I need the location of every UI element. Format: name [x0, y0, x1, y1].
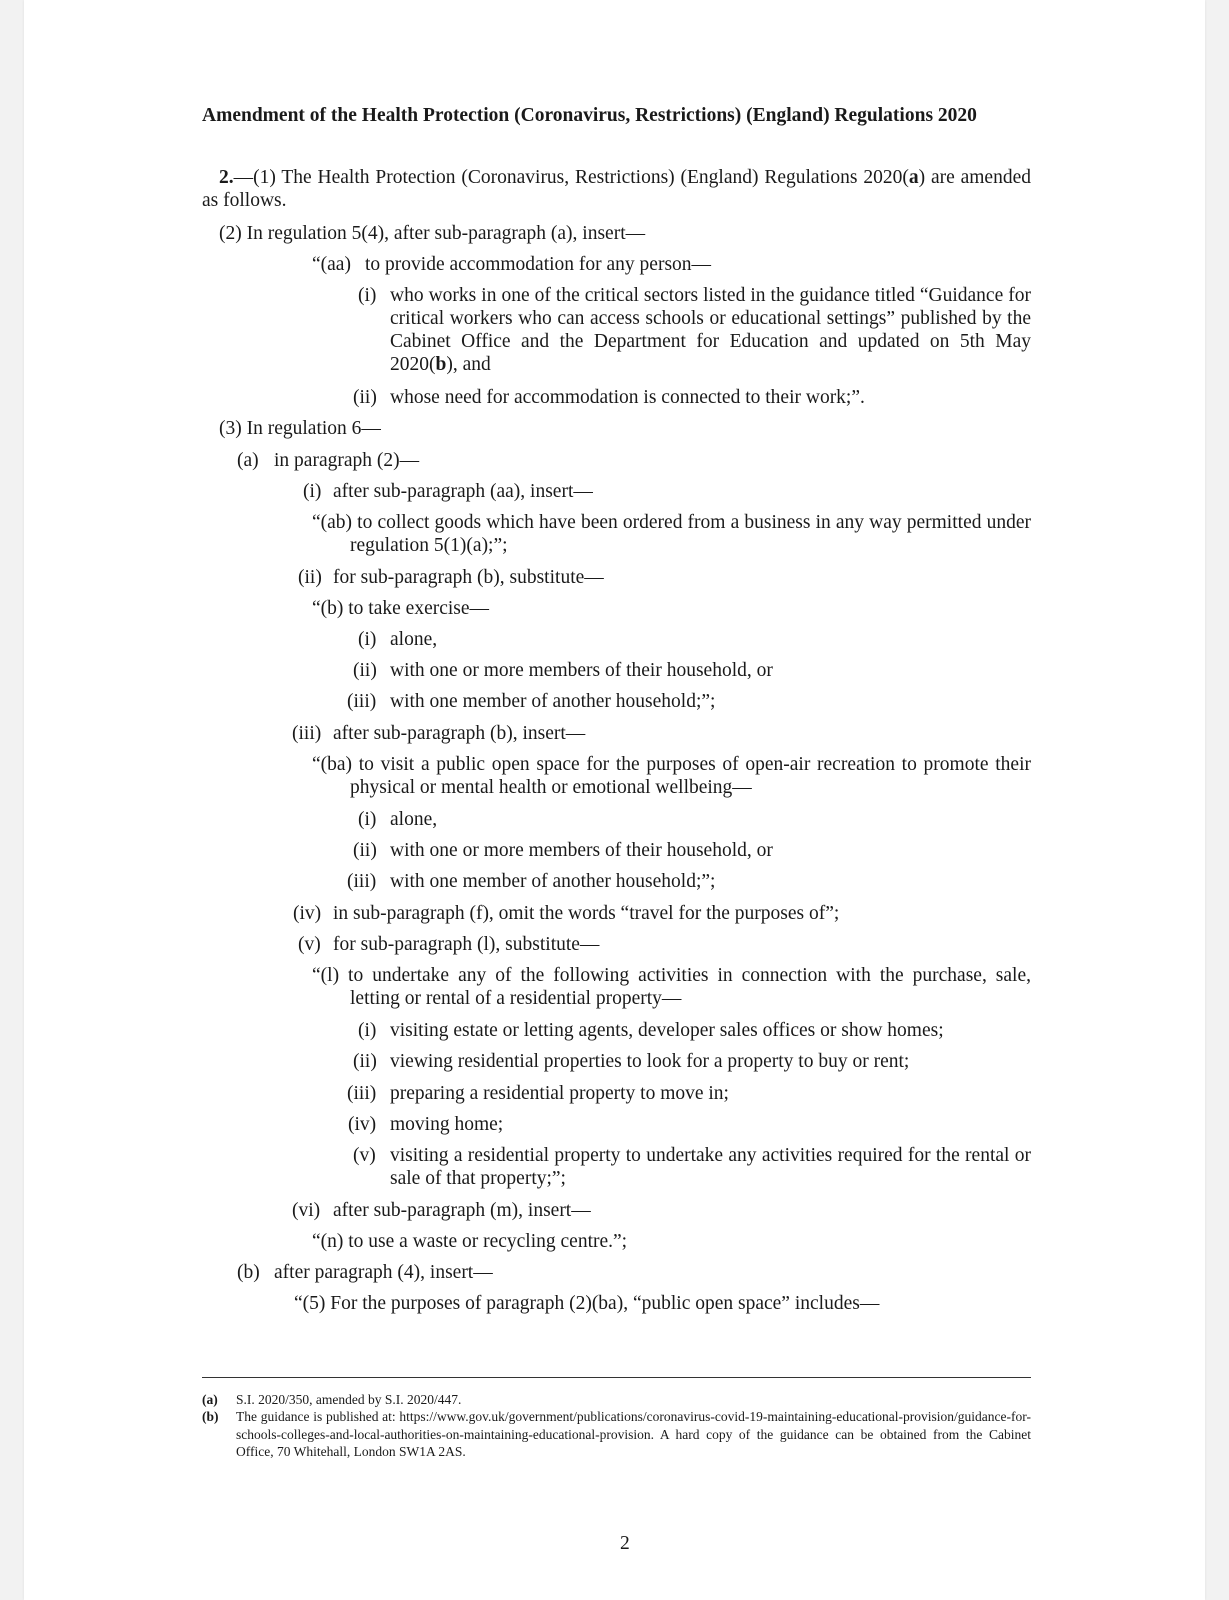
a-ii-text: for sub-paragraph (b), substitute— [333, 567, 604, 588]
l-item-label: (iii) [347, 1083, 377, 1104]
n-text: “(n) to use a waste or recycling centre.”; [312, 1231, 628, 1252]
l-text: “(l) to undertake any of the following activities in connection with the purchase, sale, letting or rental of a residential property— [312, 965, 1031, 1009]
section-number: 2. [219, 167, 234, 188]
a-iv-text: in sub-paragraph (f), omit the words “travel for the purposes of”; [333, 903, 840, 924]
l-item-text: moving home; [390, 1114, 504, 1135]
l-item-label: (ii) [353, 1051, 377, 1072]
paragraph-2-3: (3) In regulation 6— [219, 418, 381, 439]
b-item-text: with one or more members of their household, or [390, 660, 773, 681]
footnote-ref-a: a [908, 167, 919, 188]
footnote-a [202, 1391, 1031, 1409]
a-iii-text: after sub-paragraph (b), insert— [333, 723, 586, 744]
b-text: after paragraph (4), insert— [274, 1262, 493, 1283]
a-label: (a) [237, 450, 259, 471]
ba-item-text: alone, [390, 809, 438, 830]
a-i-label: (i) [303, 481, 322, 502]
aa-i-label: (i) [358, 285, 377, 306]
aa-i-text-part: who works in one of the critical sectors listed in the guidance titled “Guidance for critical workers who can access schools or educational settings” published by the Cabinet Office and the Department for Education and updated on 5th May 2020( [390, 285, 1031, 375]
a-vi-label: (vi) [292, 1200, 321, 1221]
a-text: in paragraph (2)— [274, 450, 420, 471]
a-ii-label: (ii) [298, 567, 322, 588]
document-page [24, 0, 1205, 1600]
l-item-text: visiting a residential property to undertake any activities required for the rental or sale of that property;”; [390, 1145, 1031, 1189]
footnote-label: (a) [202, 1392, 218, 1407]
a-i-text: after sub-paragraph (aa), insert— [333, 481, 593, 502]
b-label: (b) [237, 1262, 260, 1283]
a-v-label: (v) [298, 934, 321, 955]
aa-i-text [390, 284, 1031, 376]
paragraph-text: ) are amended as follows. [202, 167, 1031, 211]
paragraph-2-2: (2) In regulation 5(4), after sub-paragraph (a), insert— [219, 223, 646, 244]
ba-item-label: (ii) [353, 840, 377, 861]
l-item-label: (i) [358, 1020, 377, 1041]
a-iv-label: (iv) [293, 903, 322, 924]
b-exercise-text: “(b) to take exercise— [312, 598, 490, 619]
footnote-divider [202, 1377, 1031, 1378]
b-item-label: (ii) [353, 660, 377, 681]
ba-item-label: (iii) [347, 871, 377, 892]
a-iii-label: (iii) [292, 723, 322, 744]
footnote-text: S.I. 2020/350, amended by S.I. 2020/447. [236, 1392, 462, 1407]
b-item-label: (iii) [347, 691, 377, 712]
ab-text: “(ab) to collect goods which have been ordered from a business in any way permitted under regulation 5(1)(a);”; [312, 512, 1031, 556]
page-number: 2 [620, 1533, 630, 1554]
paragraph-2-1 [202, 166, 1031, 212]
ba-item-text: with one or more members of their household, or [390, 840, 773, 861]
footnote-b [202, 1408, 1031, 1461]
l-item-text: viewing residential properties to look for a property to buy or rent; [390, 1051, 910, 1072]
b-item-text: alone, [390, 629, 438, 650]
p5-text: “(5) For the purposes of paragraph (2)(ba), “public open space” includes— [294, 1293, 880, 1314]
aa-label: “(aa) [312, 254, 351, 275]
l-item-label: (v) [353, 1145, 376, 1166]
a-vi-text: after sub-paragraph (m), insert— [333, 1200, 591, 1221]
a-v-text: for sub-paragraph (l), substitute— [333, 934, 600, 955]
ba-item-text: with one member of another household;”; [390, 871, 716, 892]
l-item-text: preparing a residential property to move in; [390, 1083, 729, 1104]
aa-ii-text: whose need for accommodation is connected to their work;”. [390, 387, 865, 408]
ba-text: “(ba) to visit a public open space for the purposes of open-air recreation to promote their physical or mental health or emotional wellbeing— [312, 754, 1031, 798]
aa-i-text-part: ), and [446, 354, 491, 375]
section-heading: Amendment of the Health Protection (Coronavirus, Restrictions) (England) Regulations 2020 [202, 105, 977, 126]
l-item-text: visiting estate or letting agents, developer sales offices or show homes; [390, 1020, 944, 1041]
aa-text: to provide accommodation for any person— [365, 254, 712, 275]
b-item-label: (i) [358, 629, 377, 650]
footnote-text: The guidance is published at: https://www.gov.uk/government/publications/coronavirus-covid-19-maintaining-educational-provision/guidance-for-schools-colleges-and-local-authorities-on-maintaining-educational-provision. A hard copy of the guidance can be obtained from the Cabinet Office, 70 Whitehall, London SW1A 2AS. [236, 1409, 1031, 1459]
ba-item-label: (i) [358, 809, 377, 830]
aa-ii-label: (ii) [353, 387, 377, 408]
l-item-label: (iv) [348, 1114, 377, 1135]
b-item-text: with one member of another household;”; [390, 691, 716, 712]
paragraph-text: —(1) The Health Protection (Coronavirus, Restrictions) (England) Regulations 2020( [233, 167, 909, 188]
footnote-label: (b) [202, 1409, 219, 1424]
footnote-ref-b: b [435, 354, 447, 375]
